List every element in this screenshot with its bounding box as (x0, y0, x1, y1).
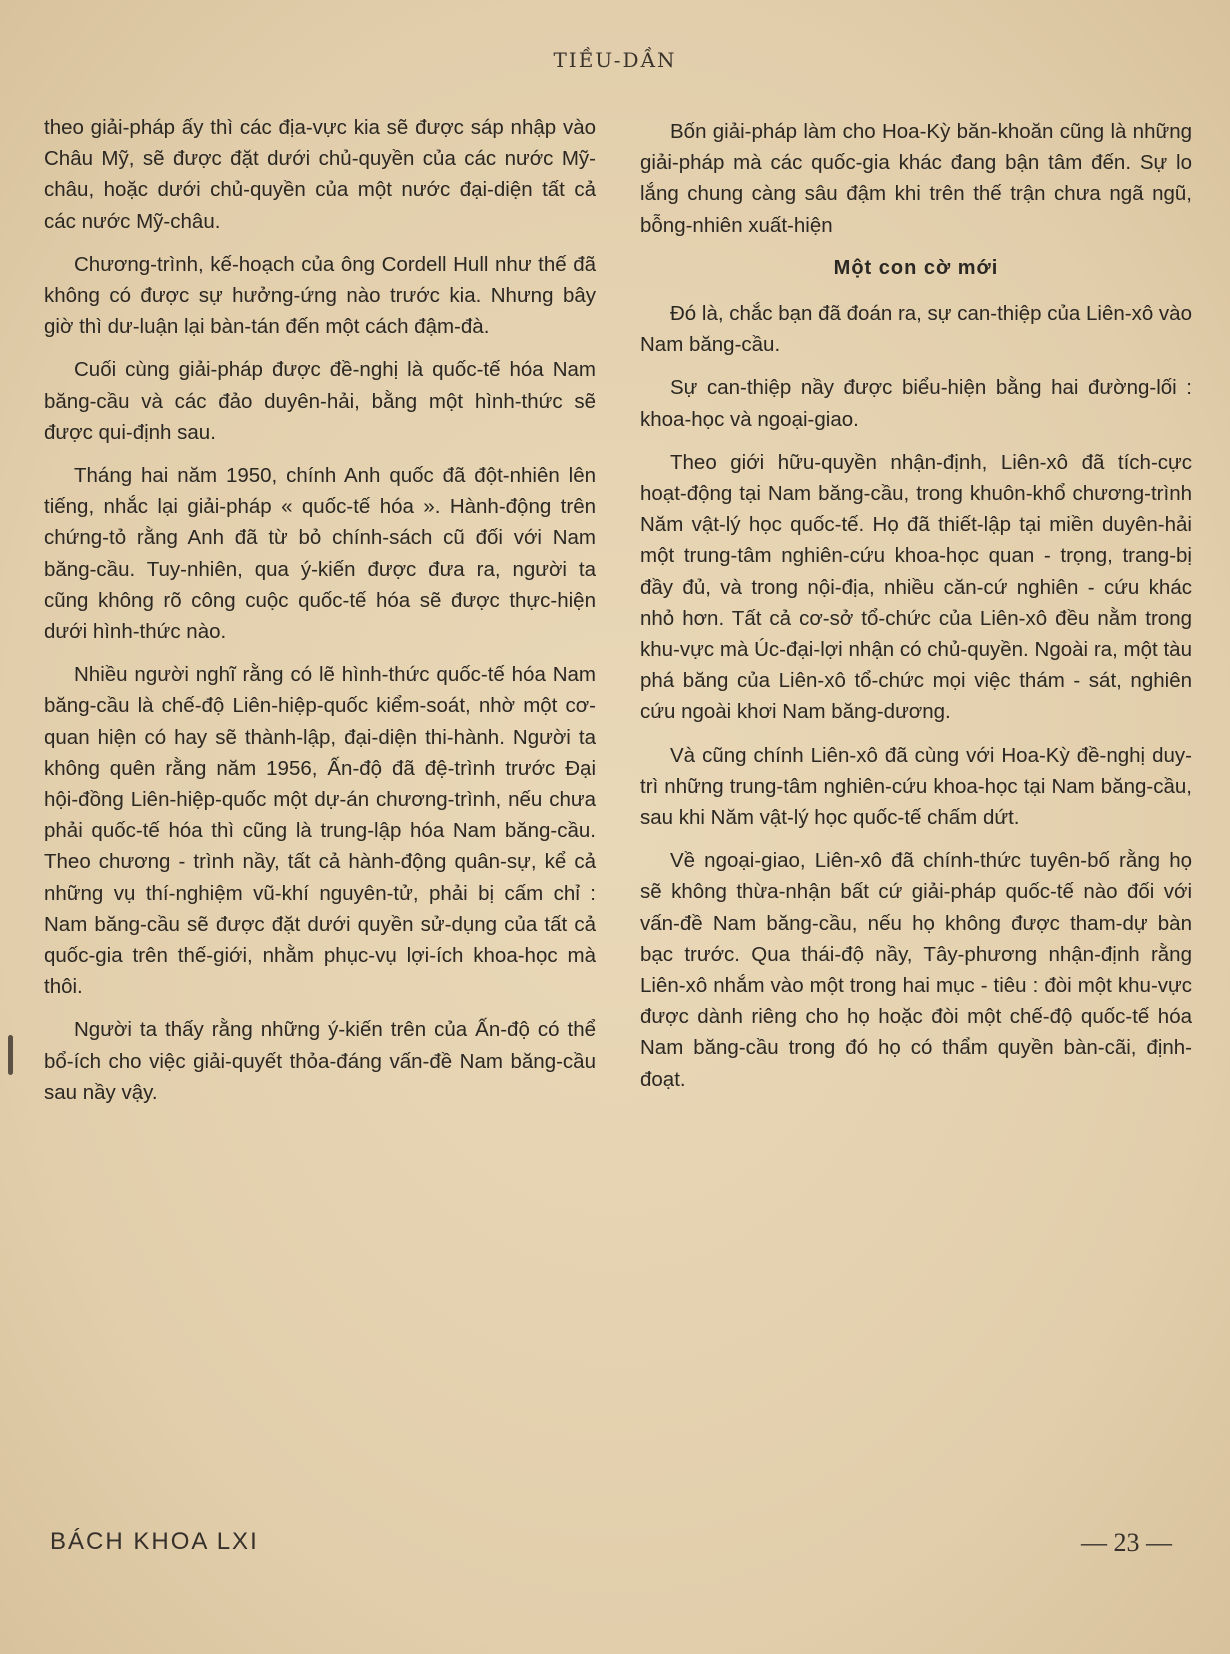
left-paragraph-6: Người ta thấy rằng những ý-kiến trên của Ấn-độ có thể bổ-ích cho việc giải-quyết thỏa-đáng vấn-đề Nam băng-cầu sau nầy vậy. (44, 1018, 596, 1104)
page-header: TIỀU-DẦN (553, 48, 677, 72)
right-intro-paragraph: Bốn giải-pháp làm cho Hoa-Kỳ băn-khoăn cũng là những giải-pháp mà các quốc-gia khác đang bận tâm đến. Sự lo lắng chung càng sâu đậm khi trên thế trận chưa ngã ngũ, bỗng-nhiên xuất-hiện (640, 120, 1192, 237)
left-paragraph-1: theo giải-pháp ấy thì các địa-vực kia sẽ được sáp nhập vào Châu Mỹ, sẽ được đặt dưới chủ-quyền của các nước Mỹ-châu, hoặc dưới chủ-quyền của một nước đại-diện tất cả các nước Mỹ-châu. (44, 116, 596, 233)
publication-footer: BÁCH KHOA LXI (50, 1528, 259, 1555)
right-paragraph-1: Đó là, chắc bạn đã đoán ra, sự can-thiệp của Liên-xô vào Nam băng-cầu. (640, 302, 1192, 357)
left-paragraph-4: Tháng hai năm 1950, chính Anh quốc đã đột-nhiên lên tiếng, nhắc lại giải-pháp « quốc-tế hóa ». Hành-động trên chứng-tỏ rằng Anh đã từ bỏ chính-sách cũ đối với Nam băng-cầu. Tuy-nhiên, qua ý-kiến được đưa ra, người ta cũng không rõ công cuộc quốc-tế hóa sẽ được thực-hiện dưới hình-thức nào. (44, 464, 596, 644)
left-paragraph-2: Chương-trình, kế-hoạch của ông Cordell Hull như thế đã không có được sự hưởng-ứng nào trước kia. Nhưng bây giờ thì dư-luận lại bàn-tán đến một cách đậm-đà. (44, 252, 596, 339)
margin-ink-mark (8, 1035, 13, 1075)
right-paragraph-5: Về ngoại-giao, Liên-xô đã chính-thức tuyên-bố rằng họ sẽ không thừa-nhận bất cứ giải-pháp quốc-tế nào đối với vấn-đề Nam băng-cầu, nếu họ không được tham-dự bàn bạc trước. Qua thái-độ nầy, Tây-phương nhận-định rằng Liên-xô nhắm vào một trong hai mục - tiêu : đòi một khu-vực được dành riêng cho họ hoặc đòi một chế-độ quốc-tế hóa Nam băng-cầu trong đó họ có thẩm quyền bàn-cãi, định-đoạt. (640, 849, 1192, 1091)
section-subheading: Một con cờ mới (833, 256, 999, 279)
left-paragraph-5: Nhiều người nghĩ rằng có lẽ hình-thức quốc-tế hóa Nam băng-cầu là chế-độ Liên-hiệp-quốc kiểm-soát, nhờ một cơ-quan hiện có hay sẽ thành-lập, đại-diện thi-hành. Người ta không quên rằng năm 1956, Ấn-độ đã đệ-trình trước Đại hội-đồng Liên-hiệp-quốc một dự-án chương-trình, nếu chưa phải quốc-tế hóa thì cũng là trung-lập hóa Nam băng-cầu. Theo chương - trình nầy, tất cả hành-động quân-sự, kể cả những vụ thí-nghiệm vũ-khí nguyên-tử, phải bị cấm chỉ : Nam băng-cầu sẽ được đặt dưới quyền sử-dụng của tất cả quốc-gia trên thế-giới, nhằm phục-vụ lợi-ích khoa-học mà thôi. (44, 663, 596, 999)
right-paragraph-2: Sự can-thiệp nầy được biểu-hiện bằng hai đường-lối : khoa-học và ngoại-giao. (640, 376, 1192, 431)
right-column (640, 116, 1192, 1107)
right-paragraph-4: Và cũng chính Liên-xô đã cùng với Hoa-Kỳ đề-nghị duy-trì những trung-tâm nghiên-cứu khoa-học tại Nam băng-cầu, sau khi Năm vật-lý học quốc-tế chấm dứt. (640, 743, 1192, 830)
left-paragraph-3: Cuối cùng giải-pháp được đề-nghị là quốc-tế hóa Nam băng-cầu và các đảo duyên-hải, bằng một hình-thức sẽ được qui-định sau. (44, 358, 596, 444)
right-paragraph-3: Theo giới hữu-quyền nhận-định, Liên-xô đã tích-cực hoạt-động tại Nam băng-cầu, trong khuôn-khổ chương-trình Năm vật-lý học quốc-tế. Họ đã thiết-lập tại miền duyên-hải một trung-tâm nghiên-cứu khoa-học quan - trọng, trang-bị đầy đủ, và trong nội-địa, nhiều căn-cứ nghiên - cứu khác nhỏ hơn. Tất cả cơ-sở tổ-chức của Liên-xô đều nằm trong khu-vực mà Úc-đại-lợi nhận có chủ-quyền. Ngoài ra, một tàu phá băng của Liên-xô tổ-chức mọi việc thám - sát, nghiên cứu ngoài khơi Nam băng-dương. (640, 450, 1192, 724)
left-column (44, 112, 596, 1120)
page-number: — 23 — (1081, 1528, 1172, 1557)
